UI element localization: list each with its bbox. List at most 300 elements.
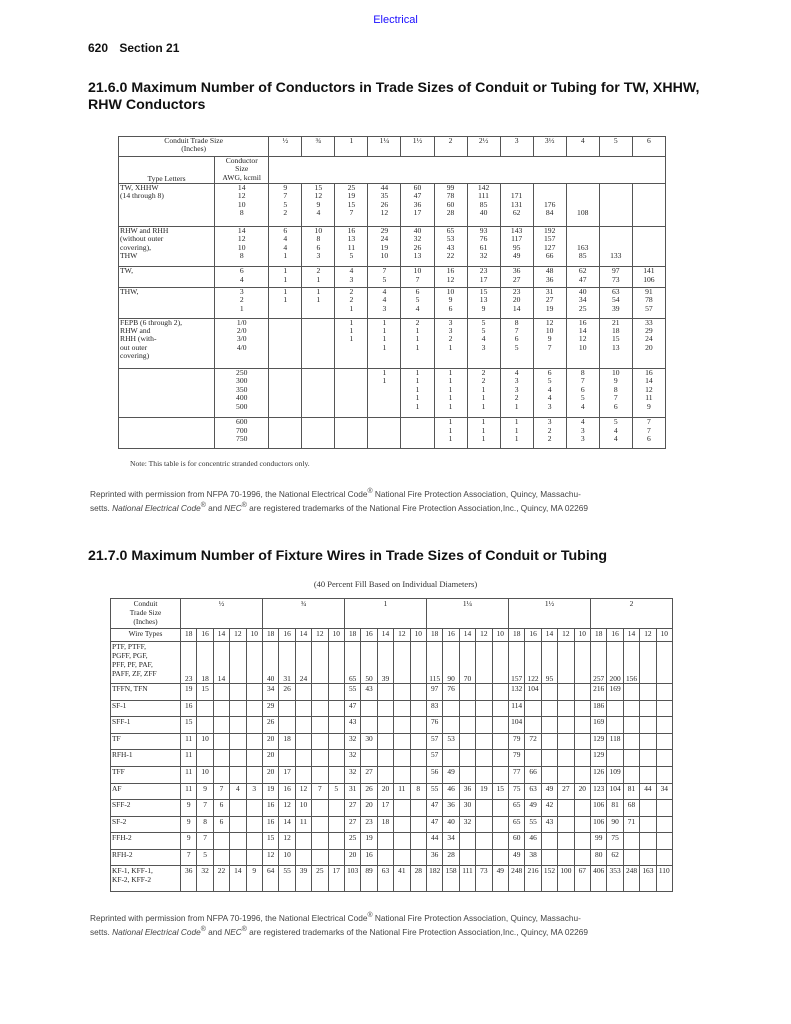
value-cell — [476, 733, 492, 750]
value-cell — [328, 800, 344, 817]
reprint-text: are registered trademarks of the National Fire Protection Association,Inc., Quincy, MA 02269 — [246, 926, 588, 937]
value-cell: 163 85 — [566, 226, 599, 267]
wire-type-cell: SF-2 — [111, 816, 181, 833]
value-cell: 64 — [262, 866, 278, 892]
value-cell — [302, 418, 335, 449]
table-row — [111, 766, 673, 783]
value-cell: 46 — [525, 833, 541, 850]
value-cell — [269, 318, 302, 368]
value-cell — [623, 766, 639, 783]
value-cell: 49 — [443, 766, 459, 783]
value-cell — [295, 766, 311, 783]
trade-size-cell: 1 — [335, 137, 368, 157]
wire-type-cell: SF-1 — [111, 700, 181, 717]
value-cell — [230, 733, 246, 750]
value-cell: 192 157 127 66 — [533, 226, 566, 267]
section-title-conductors: 21.6.0 Maximum Number of Conductors in Trade Sizes of Conduit or Tubing for TW, XHHW, RHW Conductors — [88, 80, 700, 113]
value-cell: 27 — [344, 800, 360, 817]
table-row — [111, 733, 673, 750]
value-cell: 17 — [328, 866, 344, 892]
value-cell: 16 14 12 11 9 — [632, 369, 665, 418]
value-cell — [459, 750, 475, 767]
value-cell: 79 — [509, 750, 525, 767]
value-cell: 7 — [197, 833, 213, 850]
section-title-fixture-wires: 21.7.0 Maximum Number of Fixture Wires in Trade Sizes of Conduit or Tubing — [88, 548, 608, 564]
value-cell: 44 35 26 12 — [368, 184, 401, 227]
value-cell: 44 — [640, 783, 656, 800]
value-cell: 3 3 2 1 — [434, 318, 467, 368]
table-row — [111, 783, 673, 800]
value-cell — [295, 684, 311, 701]
value-cell: 6 — [213, 816, 229, 833]
reprint-text: Reprinted with permission from NFPA 70-1996, the National Electrical Code — [90, 912, 368, 923]
value-cell: 41 — [394, 866, 410, 892]
value-cell — [328, 733, 344, 750]
trade-size-cell: ¾ — [302, 137, 335, 157]
value-cell — [459, 684, 475, 701]
value-cell — [312, 733, 328, 750]
value-cell — [213, 717, 229, 734]
value-cell: 1 1 — [302, 288, 335, 319]
value-cell: 106 — [591, 816, 607, 833]
value-cell — [410, 750, 426, 767]
value-cell: 93 76 61 32 — [467, 226, 500, 267]
gauge-cell: 18 — [344, 629, 360, 642]
value-cell: 18 — [377, 816, 393, 833]
value-cell: 39 — [377, 642, 393, 684]
wire-type-cell: KF-1, KFF-1, KF-2, KFF-2 — [111, 866, 181, 892]
reg-mark: ® — [367, 912, 373, 919]
conductor-size-cell: 14 12 10 8 — [215, 184, 269, 227]
conductor-table — [118, 136, 666, 449]
value-cell: 97 — [426, 684, 442, 701]
value-cell: 132 — [509, 684, 525, 701]
value-cell: 19 — [181, 684, 197, 701]
value-cell: 176 84 — [533, 184, 566, 227]
value-cell: 55 — [279, 866, 295, 892]
value-cell — [230, 800, 246, 817]
value-cell — [632, 184, 665, 227]
value-cell — [328, 750, 344, 767]
value-cell — [213, 700, 229, 717]
value-cell — [246, 800, 262, 817]
value-cell: 3 2 2 — [533, 418, 566, 449]
value-cell — [525, 750, 541, 767]
value-cell: 9 — [181, 816, 197, 833]
value-cell — [312, 833, 328, 850]
value-cell: 47 — [344, 700, 360, 717]
value-cell — [394, 800, 410, 817]
value-cell: 248 — [623, 866, 639, 892]
gauge-cell: 16 — [525, 629, 541, 642]
value-cell — [302, 369, 335, 418]
value-cell: 80 — [591, 849, 607, 866]
value-cell: 10 — [197, 766, 213, 783]
value-cell — [246, 733, 262, 750]
reprint-text: setts. — [90, 502, 113, 513]
value-cell: 158 — [443, 866, 459, 892]
value-cell — [279, 750, 295, 767]
wire-type-cell: FFH-2 — [111, 833, 181, 850]
reprint-notice-2 — [90, 910, 730, 938]
trade-size-cell: 6 — [632, 137, 665, 157]
value-cell — [279, 717, 295, 734]
value-cell: 57 — [426, 733, 442, 750]
value-cell: 90 — [443, 642, 459, 684]
value-cell: 15 — [197, 684, 213, 701]
table-row — [111, 816, 673, 833]
value-cell: 26 — [361, 783, 377, 800]
value-cell: 20 — [361, 800, 377, 817]
value-cell: 62 — [607, 849, 623, 866]
value-cell — [640, 642, 656, 684]
value-cell: 15 — [492, 783, 508, 800]
value-cell — [295, 700, 311, 717]
value-cell — [476, 833, 492, 850]
value-cell — [295, 849, 311, 866]
value-cell — [230, 684, 246, 701]
value-cell — [312, 849, 328, 866]
value-cell — [656, 833, 672, 850]
page-number: 620 — [88, 41, 109, 55]
value-cell — [394, 733, 410, 750]
value-cell — [394, 816, 410, 833]
fixture-table — [110, 598, 673, 892]
value-cell — [656, 733, 672, 750]
value-cell — [574, 642, 590, 684]
value-cell: 12 — [279, 800, 295, 817]
value-cell — [476, 684, 492, 701]
value-cell — [328, 766, 344, 783]
table-row — [111, 800, 673, 817]
value-cell — [574, 833, 590, 850]
value-cell — [213, 750, 229, 767]
value-cell: 2 1 — [302, 267, 335, 288]
value-cell: 9 — [246, 866, 262, 892]
value-cell: 15 — [181, 717, 197, 734]
value-cell: 104 — [525, 684, 541, 701]
wire-type-cell: TFFN, TFN — [111, 684, 181, 701]
wire-type-cell: SFF-1 — [111, 717, 181, 734]
reg-mark: ® — [200, 925, 206, 933]
value-cell: 15 13 9 — [467, 288, 500, 319]
value-cell: 71 — [623, 816, 639, 833]
gauge-cell: 12 — [312, 629, 328, 642]
value-cell: 6 5 4 — [401, 288, 434, 319]
table-caption: (40 Percent Fill Based on Individual Diameters) — [313, 579, 478, 589]
value-cell — [459, 717, 475, 734]
value-cell: 12 10 9 7 — [533, 318, 566, 368]
value-cell: 36 — [443, 800, 459, 817]
value-cell: 38 — [525, 849, 541, 866]
value-cell — [230, 816, 246, 833]
value-cell: 49 — [492, 866, 508, 892]
value-cell: 34 — [443, 833, 459, 850]
value-cell: 4 3 3 — [566, 418, 599, 449]
value-cell — [492, 750, 508, 767]
gauge-cell: 10 — [246, 629, 262, 642]
wire-type-cell: PTF, PTFF, PGFF, PGF, PFF, PF, PAF, PAFF, ZF, ZFF — [111, 642, 181, 684]
value-cell — [656, 700, 672, 717]
value-cell — [656, 766, 672, 783]
value-cell — [623, 833, 639, 850]
value-cell: 20 — [344, 849, 360, 866]
value-cell — [476, 816, 492, 833]
gauge-cell: 14 — [295, 629, 311, 642]
value-cell — [246, 642, 262, 684]
value-cell — [377, 733, 393, 750]
value-cell: 18 — [197, 642, 213, 684]
value-cell: 1 1 1 1 — [368, 318, 401, 368]
value-cell: 1 1 1 1 1 — [434, 369, 467, 418]
value-cell — [656, 642, 672, 684]
value-cell: 36 27 — [500, 267, 533, 288]
value-cell — [623, 750, 639, 767]
reprint-text: National Fire Protection Association, Quincy, Massachu- — [372, 488, 581, 499]
value-cell: 31 — [279, 642, 295, 684]
value-cell — [295, 750, 311, 767]
value-cell — [607, 750, 623, 767]
conductor-size-cell: 250 300 350 400 500 — [215, 369, 269, 418]
value-cell — [246, 750, 262, 767]
type-letters-header: Type Letters — [119, 157, 215, 184]
value-cell — [640, 700, 656, 717]
trade-size-cell: 1¼ — [368, 137, 401, 157]
value-cell: 11 — [181, 766, 197, 783]
value-cell — [574, 849, 590, 866]
value-cell: 76 — [426, 717, 442, 734]
value-cell: 12 — [262, 849, 278, 866]
value-cell — [197, 717, 213, 734]
value-cell: 26 — [279, 684, 295, 701]
value-cell: 16 — [262, 816, 278, 833]
reprint-italic: NEC — [224, 502, 242, 513]
value-cell: 6 4 4 1 — [269, 226, 302, 267]
value-cell — [574, 717, 590, 734]
value-cell: 122 — [525, 642, 541, 684]
value-cell: 5 5 4 3 — [467, 318, 500, 368]
gauge-cell: 18 — [426, 629, 442, 642]
value-cell — [640, 684, 656, 701]
value-cell: 4 3 3 2 1 — [500, 369, 533, 418]
value-cell — [541, 684, 557, 701]
value-cell: 56 — [426, 766, 442, 783]
value-cell: 142 111 85 40 — [467, 184, 500, 227]
value-cell: 90 — [607, 816, 623, 833]
value-cell: 3 — [246, 783, 262, 800]
value-cell: 63 — [377, 866, 393, 892]
table-row — [119, 226, 666, 267]
value-cell — [312, 766, 328, 783]
conductor-size-header: Conductor Size AWG, kcmil — [215, 157, 269, 184]
value-cell: 79 — [509, 733, 525, 750]
value-cell: 23 — [361, 816, 377, 833]
value-cell — [312, 800, 328, 817]
value-cell — [640, 750, 656, 767]
value-cell: 40 32 26 13 — [401, 226, 434, 267]
value-cell: 23 17 — [467, 267, 500, 288]
value-cell — [541, 700, 557, 717]
value-cell: 40 — [262, 642, 278, 684]
value-cell: 75 — [509, 783, 525, 800]
value-cell — [230, 700, 246, 717]
gauge-cell: 12 — [640, 629, 656, 642]
value-cell — [328, 816, 344, 833]
value-cell: 8 7 6 5 — [500, 318, 533, 368]
trade-size-cell: 1 — [344, 599, 426, 629]
value-cell — [656, 800, 672, 817]
value-cell: 169 — [607, 684, 623, 701]
value-cell — [230, 766, 246, 783]
value-cell — [443, 717, 459, 734]
value-cell — [574, 800, 590, 817]
value-cell — [607, 700, 623, 717]
value-cell: 70 — [459, 642, 475, 684]
value-cell: 126 — [591, 766, 607, 783]
value-cell: 20 — [262, 766, 278, 783]
value-cell — [213, 684, 229, 701]
value-cell — [558, 816, 574, 833]
value-cell: 2 1 1 1 — [401, 318, 434, 368]
value-cell: 28 — [410, 866, 426, 892]
table-row — [111, 833, 673, 850]
value-cell: 20 — [262, 733, 278, 750]
value-cell: 77 — [509, 766, 525, 783]
value-cell — [213, 849, 229, 866]
wire-type-cell: TF — [111, 733, 181, 750]
type-letters-cell: TW, — [119, 267, 215, 288]
value-cell: 65 — [509, 800, 525, 817]
value-cell: 10 9 6 — [434, 288, 467, 319]
reprint-text: are registered trademarks of the National Fire Protection Association,Inc., Quincy, MA 02269 — [246, 502, 588, 513]
value-cell — [410, 700, 426, 717]
value-cell — [246, 700, 262, 717]
trade-size-cell: 4 — [566, 137, 599, 157]
value-cell — [246, 816, 262, 833]
wire-types-header: Wire Types — [111, 629, 181, 642]
value-cell — [541, 766, 557, 783]
trade-size-cell: 5 — [599, 137, 632, 157]
value-cell: 25 19 15 7 — [335, 184, 368, 227]
wire-type-cell: RFH-1 — [111, 750, 181, 767]
value-cell — [558, 750, 574, 767]
value-cell: 91 78 57 — [632, 288, 665, 319]
value-cell — [410, 642, 426, 684]
value-cell — [525, 717, 541, 734]
value-cell: 143 117 95 49 — [500, 226, 533, 267]
value-cell — [656, 750, 672, 767]
value-cell: 97 73 — [599, 267, 632, 288]
value-cell: 108 — [566, 184, 599, 227]
value-cell: 34 — [656, 783, 672, 800]
value-cell: 6 — [213, 800, 229, 817]
value-cell — [394, 642, 410, 684]
value-cell: 111 — [459, 866, 475, 892]
value-cell — [476, 800, 492, 817]
table-row — [111, 866, 673, 892]
type-letters-cell — [119, 418, 215, 449]
gauge-cell: 16 — [443, 629, 459, 642]
value-cell: 47 — [426, 800, 442, 817]
value-cell: 32 — [197, 866, 213, 892]
value-cell — [197, 750, 213, 767]
top-link[interactable]: Electrical — [373, 14, 418, 26]
value-cell: 5 — [328, 783, 344, 800]
trade-size-cell: ½ — [181, 599, 263, 629]
value-cell — [377, 684, 393, 701]
value-cell — [246, 833, 262, 850]
gauge-cell: 18 — [591, 629, 607, 642]
value-cell — [574, 733, 590, 750]
value-cell — [410, 816, 426, 833]
wire-type-cell: TFF — [111, 766, 181, 783]
value-cell: 200 — [607, 642, 623, 684]
value-cell: 65 — [509, 816, 525, 833]
value-cell: 95 — [541, 642, 557, 684]
value-cell: 4 — [230, 783, 246, 800]
value-cell: 32 — [459, 816, 475, 833]
value-cell — [377, 717, 393, 734]
value-cell — [377, 766, 393, 783]
reprint-italic: National Electrical Code — [112, 502, 201, 513]
value-cell: 36 — [426, 849, 442, 866]
value-cell: 23 — [181, 642, 197, 684]
gauge-cell: 16 — [279, 629, 295, 642]
value-cell: 32 — [344, 766, 360, 783]
reprint-text: and — [205, 926, 225, 937]
value-cell: 1 1 1 — [500, 418, 533, 449]
gauge-cell: 14 — [459, 629, 475, 642]
value-cell: 6 5 4 4 3 — [533, 369, 566, 418]
value-cell — [377, 750, 393, 767]
value-cell: 5 4 4 — [599, 418, 632, 449]
value-cell: 14 — [279, 816, 295, 833]
trade-size-cell: 2½ — [467, 137, 500, 157]
value-cell: 16 — [361, 849, 377, 866]
trade-size-header: Conduit Trade Size (Inches) — [111, 599, 181, 629]
value-cell: 186 — [591, 700, 607, 717]
value-cell: 9 7 5 2 — [269, 184, 302, 227]
value-cell — [394, 849, 410, 866]
value-cell: 152 — [541, 866, 557, 892]
value-cell: 12 — [279, 833, 295, 850]
value-cell — [541, 750, 557, 767]
value-cell: 19 — [262, 783, 278, 800]
value-cell — [410, 800, 426, 817]
value-cell: 104 — [607, 783, 623, 800]
value-cell: 32 — [344, 750, 360, 767]
gauge-cell: 12 — [230, 629, 246, 642]
value-cell: 60 47 36 17 — [401, 184, 434, 227]
value-cell — [394, 700, 410, 717]
value-cell: 16 14 12 10 — [566, 318, 599, 368]
value-cell — [656, 717, 672, 734]
value-cell: 1 1 — [269, 288, 302, 319]
value-cell: 10 — [295, 800, 311, 817]
value-cell: 109 — [607, 766, 623, 783]
value-cell: 10 — [197, 733, 213, 750]
value-cell: 1 1 — [269, 267, 302, 288]
value-cell: 8 — [410, 783, 426, 800]
value-cell — [558, 700, 574, 717]
value-cell: 49 — [509, 849, 525, 866]
value-cell: 9 — [197, 783, 213, 800]
value-cell — [335, 418, 368, 449]
gauge-cell: 14 — [623, 629, 639, 642]
gauge-cell: 10 — [410, 629, 426, 642]
value-cell: 100 — [558, 866, 574, 892]
value-cell: 169 — [591, 717, 607, 734]
